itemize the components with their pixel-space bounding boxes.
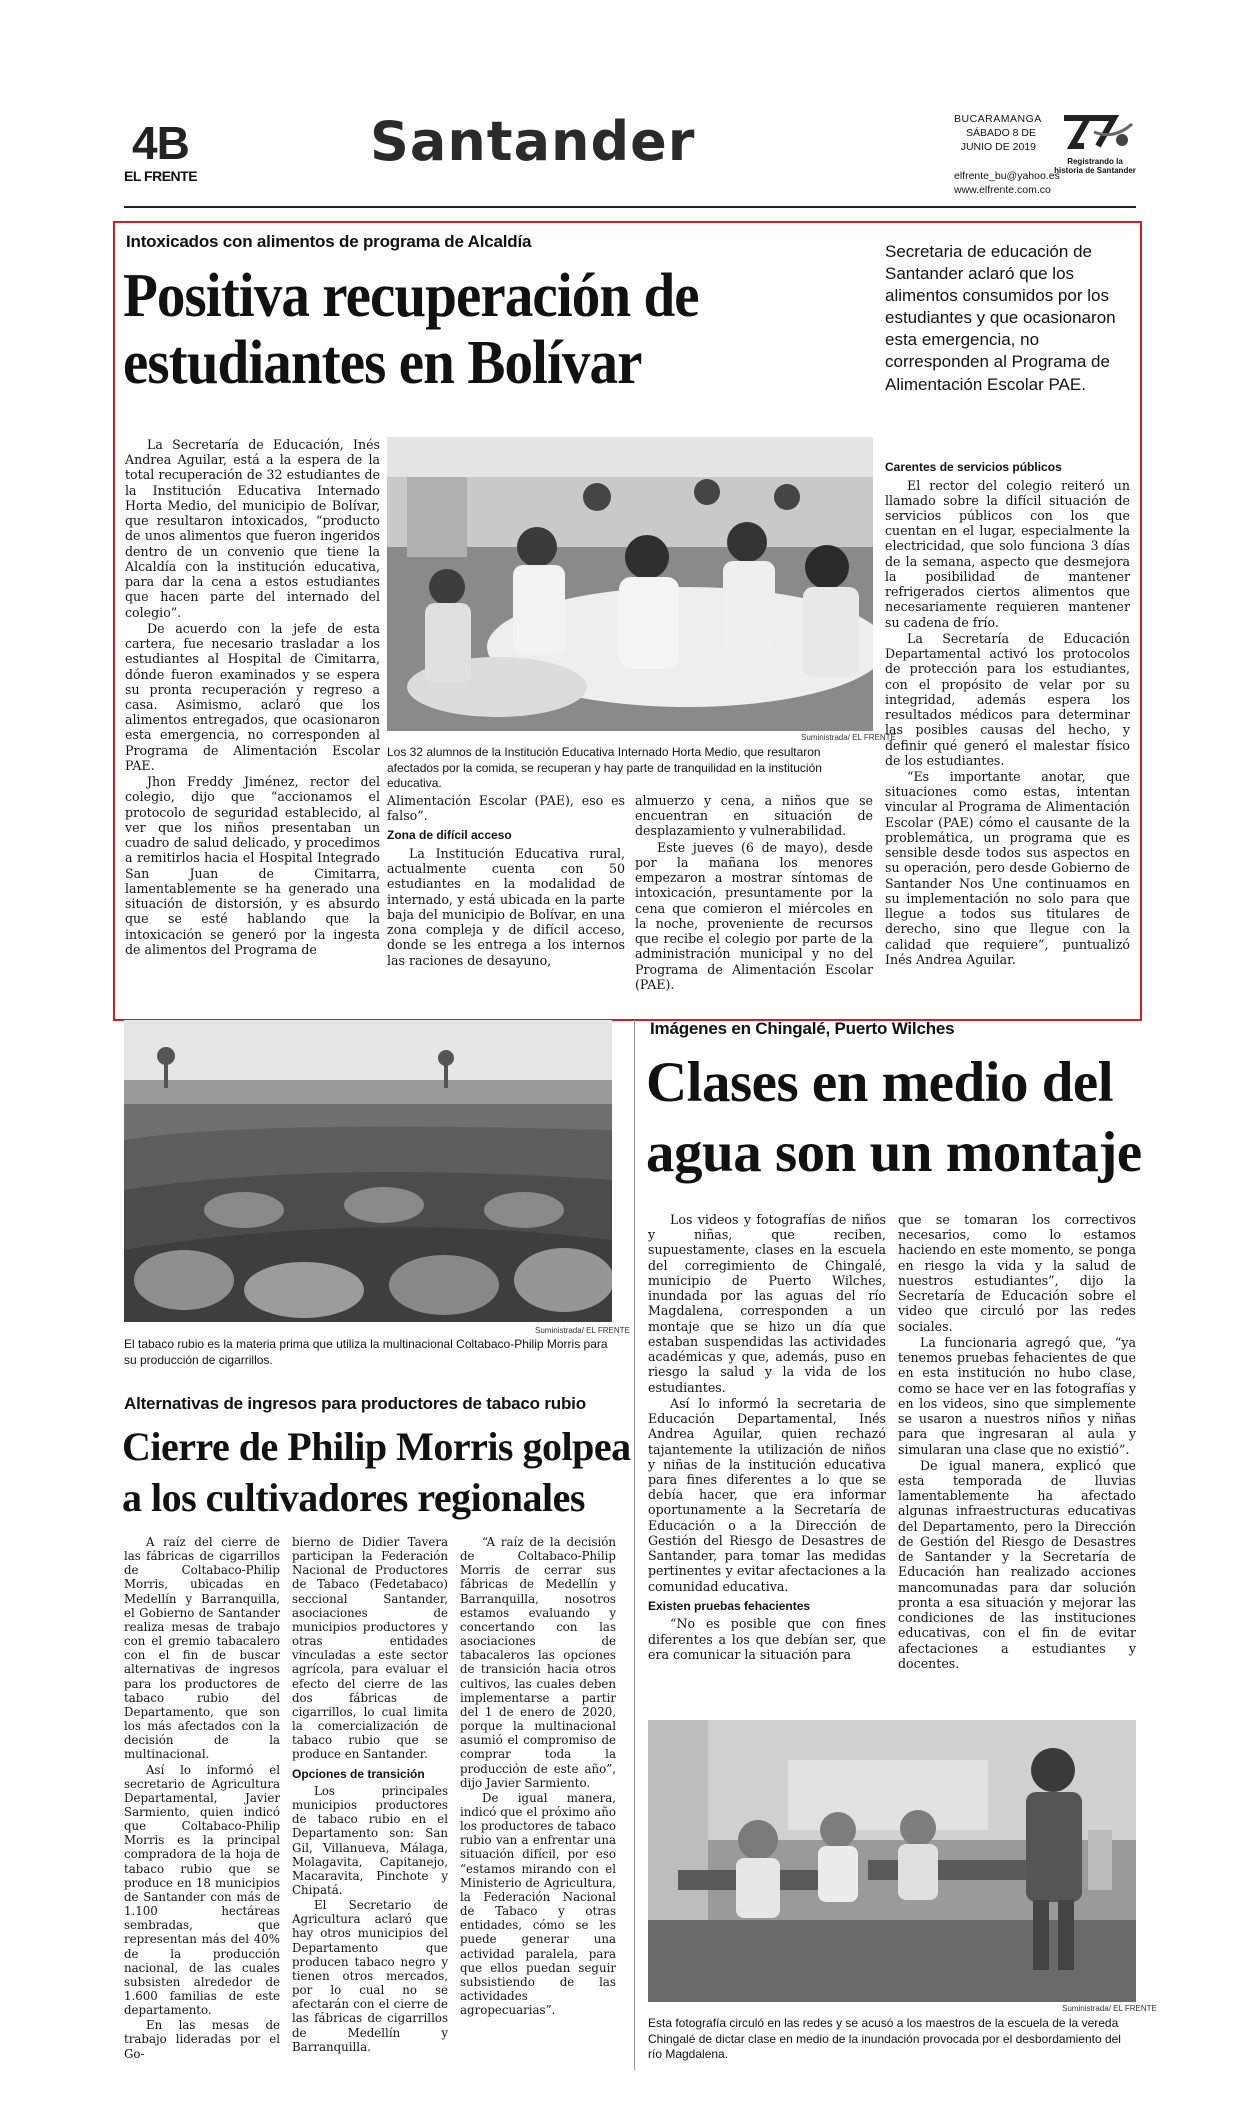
- feature-column-2: [387, 793, 625, 969]
- chingale-column-1: [648, 1212, 886, 1663]
- paragraph: De igual manera, indicó que el próximo año los productores de tabaco rubio van a enfrentar una situación difícil, por eso “estamos mirando con el Ministerio de Agricultura, la Federación Nacional de Tabaco y otras entidades, cómo se les puede generar una actividad paralela, para que ellos puedan seguir subsistiendo de las actividades agropecuarias”.: [460, 1790, 616, 2018]
- photo-caption: Esta fotografía circuló en las redes y se acusó a los maestros de la escuela de la vereda Chingalé de dictar clase en medio de la inundación provocada por el desbordamiento del río Magdalena.: [648, 2016, 1121, 2062]
- feature-column-4: [885, 455, 1130, 968]
- paragraph: La Institución Educativa rural, actualmente cuenta con 50 estudiantes en la modalidad de internado, y está ubicada en la parte baja del municipio de Bolívar, en una zona compleja y de difícil acceso, donde se les entrega a los internos las raciones de desayuno,: [387, 845, 625, 968]
- paragraph: Los videos y fotografías de niños y niñas, que reciben, supuestamente, clases en la escuela del corregimiento de Chingalé, municipio de Puerto Wilches, inundada por las aguas del río Magdalena, corresponden a un montaje que se hizo un día que estaban suspendidas las actividades académicas y que, además, puso en riesgo la salud y la vida de los estudiantes.: [648, 1212, 886, 1395]
- paragraph: Así lo informó la secretaria de Educación Departamental, Inés Andrea Aguilar, quien rechazó tajantemente la utilización de niños y niñas de la institución educativa para fines diferentes a lo que se debía hacer, que era informar oportunamente a la Secretaría de Educación o a la Dirección de Gestión del Riesgo de Desastres de Santander, para tomar las medidas pertinentes y evitar afectaciones a la comunidad educativa.: [648, 1395, 886, 1594]
- subhead: Existen pruebas fehacientes: [648, 1598, 811, 1613]
- website-link[interactable]: www.elfrente.com.co: [954, 183, 1051, 196]
- feature-headline: Positiva recuperación de estudiantes en Bolívar: [123, 262, 699, 397]
- tobacco-column-2: [292, 1535, 448, 2055]
- paragraph: De acuerdo con la jefe de esta cartera, fue necesario trasladar a los estudiantes al Hospital de Cimitarra, dónde fueron examinados y se espera su pronta recuperación y regreso a casa. Asimismo, aclaró que los alimentos entregados, que ocasionaron esta emergencia, no corresponden al Programa de Alimentación Escolar PAE.: [125, 620, 380, 773]
- paragraph: “No es posible que con fines diferentes a los que debían ser, que era comunicar la situación para: [648, 1616, 886, 1662]
- subhead: Opciones de transición: [292, 1766, 425, 1781]
- paragraph: almuerzo y cena, a niños que se encuentran en situación de desplazamiento y vulnerabilidad.: [635, 793, 873, 839]
- students-photo: [387, 437, 873, 731]
- paragraph: “Es importante anotar, que situaciones como estas, intentan vincular al Programa de Alimentación Escolar (PAE) cómo el causante de la problemática, un programa que es sensible desde todos sus aspectos en su operación, pero desde Gobierno de Santander Nos Une continuamos en su implementación no solo para que llegue a todos sus titulares de derecho, sino que llegue con la calidad que requiere”, puntualizó Inés Andrea Aguilar.: [885, 768, 1130, 967]
- section-title: Santander: [370, 110, 696, 173]
- tobacco-kicker: Alternativas de ingresos para productores de tabaco rubio: [124, 1394, 586, 1413]
- paragraph: La Secretaría de Educación Departamental activó los protocolos de protección para los estudiantes, con el propósito de velar por su integridad, además espera los resultados médicos para determinar las posibles causas del hecho, y definir qué generó el malestar físico de los estudiantes.: [885, 630, 1130, 768]
- paragraph: Este jueves (6 de mayo), desde por la mañana los menores empezaron a mostrar síntomas de intoxicación, presuntamente por la cena que comieron el miércoles en la noche, proveniente de recursos que recibe el colegio por parte de la administración municipal y no del Programa de Alimentación Escolar (PAE).: [635, 839, 873, 992]
- paragraph: Jhon Freddy Jiménez, rector del colegio, dijo que “accionamos el protocolo de seguridad establecido, al ver que los niños presentaban un cuadro de salud delicado, y procedimos a remitirlos hacia el Hospital Integrado San Juan de Cimitarra, lamentablemente se ha generado una situación de distorsión, y es absurdo que se esté hablando que la intoxicación se generó por la ingesta de alimentos del Programa de: [125, 774, 380, 957]
- paragraph: que se tomaran los correctivos necesarios, como lo estamos haciendo en este momento, se ponga en riesgo la vida y la salud de nuestros estudiantes”, dijo la Secretaría de Educación sobre el video que circuló por las redes sociales.: [898, 1212, 1136, 1334]
- email-link[interactable]: elfrente_bu@yahoo.es: [954, 169, 1060, 182]
- chingale-headline: Clases en medio del agua son un montaje: [646, 1051, 1142, 1184]
- tobacco-field-photo: [124, 1020, 612, 1322]
- paragraph: Así lo informó el secretario de Agricultura Departamental, Javier Sarmiento, quien indicó que Coltabaco-Philip Morris es la principal compradora de la hoja de tabaco rubio que se produce en 18 municipios de Santander con más de 1.100 hectáreas sembradas, que representan más del 40% de la producción nacional, de las cuales subsisten alrededor de 1.600 familias de este departamento.: [124, 1762, 280, 2018]
- column-divider: [634, 1020, 635, 2070]
- paragraph: Los principales municipios productores de tabaco rubio en el Departamento son: San Gil, Villanueva, Málaga, Molagavita, Capitanejo, Macaravita, Pinchote y Chipatá.: [292, 1783, 448, 1897]
- tobacco-column-3: [460, 1535, 616, 2018]
- masthead-meta: [954, 112, 1060, 197]
- chingale-kicker: Imágenes en Chingalé, Puerto Wilches: [650, 1019, 955, 1038]
- masthead: [124, 110, 1136, 210]
- flooded-classroom-photo: [648, 1720, 1136, 2002]
- paragraph: A raíz del cierre de las fábricas de cigarrillos de Coltabaco-Philip Morris, ubicadas en Medellín y Barranquilla, el Gobierno de Santander realiza mesas de trabajo con el gremio tabacalero con el fin de buscar alternativas de ingresos para los productores de tabaco rubio del Departamento, que son los más afectados con la decisión de la multinacional.: [124, 1535, 280, 1762]
- paragraph: La Secretaría de Educación, Inés Andrea Aguilar, está a la espera de la total recuperación de 32 estudiantes de la Institución Educativa Internado Horta Medio, del municipio de Bolívar, que resultaron intoxicados, “producto de unos alimentos que fueron ingeridos dentro de un convenio que tiene la Alcaldía con la institución educativa, para dar la cena a estos estudiantes que hacen parte del internado del colegio”.: [125, 437, 380, 620]
- badge-tagline: Registrando la historia de Santander: [1054, 157, 1136, 175]
- paragraph: El Secretario de Agricultura aclaró que hay otros municipios del Departamento que producen tabaco negro y tienen otros mercados, por lo cual no se afectarán con el cierre de las fábricas de cigarrillos de Medellín y Barranquilla.: [292, 1898, 448, 2054]
- subhead: Zona de difícil acceso: [387, 828, 512, 843]
- masthead-rule: [124, 206, 1136, 208]
- photo-credit: Suministrada/ EL FRENTE: [535, 1326, 630, 1335]
- anniversary-badge: [1054, 110, 1136, 175]
- paragraph: “A raíz de la decisión de Coltabaco-Philip Morris de cerrar sus fábricas de Medellín y Barranquilla, nosotros estamos evaluando y concertando con las asociaciones de tabacaleros las opciones de transición hacia otros cultivos, las cuales deben implementarse a partir del 1 de enero de 2020, porque la multinacional asumió el compromiso de comprar toda la producción de este año”, dijo Javier Sarmiento.: [460, 1535, 616, 1790]
- page-number: 4B: [132, 117, 189, 169]
- paragraph: La funcionaria agregó que, “ya tenemos pruebas fehacientes de que en esta institución no hubo clase, como se hace ver en las fotografías y en los videos, sino que simplemente se usaron a nuestros niños y niñas para que ingresaran al aula y simularan una clase que no existió”.: [898, 1334, 1136, 1457]
- photo-credit: Suministrada/ EL FRENTE: [1062, 2004, 1157, 2013]
- paragraph: Alimentación Escolar (PAE), eso es falso”.: [387, 793, 625, 824]
- date: SÁBADO 8 DE JUNIO DE 2019: [960, 127, 1036, 154]
- anniversary-logo-icon: [1054, 110, 1136, 154]
- subhead: Carentes de servicios públicos: [885, 460, 1062, 474]
- paper-name: EL FRENTE: [124, 168, 198, 184]
- photo-caption: El tabaco rubio es la materia prima que utiliza la multinacional Coltabaco-Philip Morris para su producción de cigarrillos.: [124, 1337, 608, 1367]
- paragraph: En las mesas de trabajo lideradas por el Go-: [124, 2018, 280, 2061]
- city: BUCARAMANGA: [954, 113, 1042, 125]
- feature-column-1: [125, 437, 380, 958]
- feature-article: [113, 221, 1142, 1021]
- paragraph: De igual manera, explicó que esta temporada de lluvias lamentablemente ha afectado algunas infraestructuras educativas del Departamento, pero la Dirección de Gestión del Riesgo de Desastres de Santander y la Secretaría de Educación han realizado acciones mancomunadas para dar solución pronta a esa situación y mejorar las condiciones de las instituciones educativas, con el fin de evitar afectaciones a estudiantes y docentes.: [898, 1457, 1136, 1671]
- tobacco-column-1: [124, 1535, 280, 2062]
- photo-caption: Los 32 alumnos de la Institución Educativa Internado Horta Medio, que resultaron afectados por la comida, se recuperan y hay parte de tranquilidad en la institución educativa.: [387, 745, 822, 791]
- photo-credit: Suministrada/ EL FRENTE: [801, 733, 896, 742]
- paragraph: bierno de Didier Tavera participan la Federación Nacional de Productores de Tabaco (Fedetabaco) seccional Santander, asociaciones de municipios productores y otras entidades vinculadas a este sector agrícola, para evaluar el efecto del cierre de las dos fábricas de cigarrillos, lo cual limita la comercialización de tabaco rubio que se produce en Santander.: [292, 1535, 448, 1762]
- feature-column-3: [635, 793, 873, 993]
- feature-deck: Secretaria de educación de Santander aclaró que los alimentos consumidos por los estudiantes y que ocasionaron esta emergencia, no corresponden al Programa de Alimentación Escolar PAE.: [885, 242, 1116, 394]
- tobacco-headline: Cierre de Philip Morris golpea a los cultivadores regionales: [122, 1424, 631, 1521]
- feature-kicker: Intoxicados con alimentos de programa de Alcaldía: [126, 232, 532, 251]
- paragraph: El rector del colegio reiteró un llamado sobre la difícil situación de servicios públicos con los que cuentan en el lugar, especialmente la electricidad, que solo funciona 3 días de la semana, aspecto que desmejora la posibilidad de mantener refrigerados ciertos alimentos que necesariamente requieren mantener su cadena de frío.: [885, 477, 1130, 630]
- chingale-column-2: [898, 1212, 1136, 1672]
